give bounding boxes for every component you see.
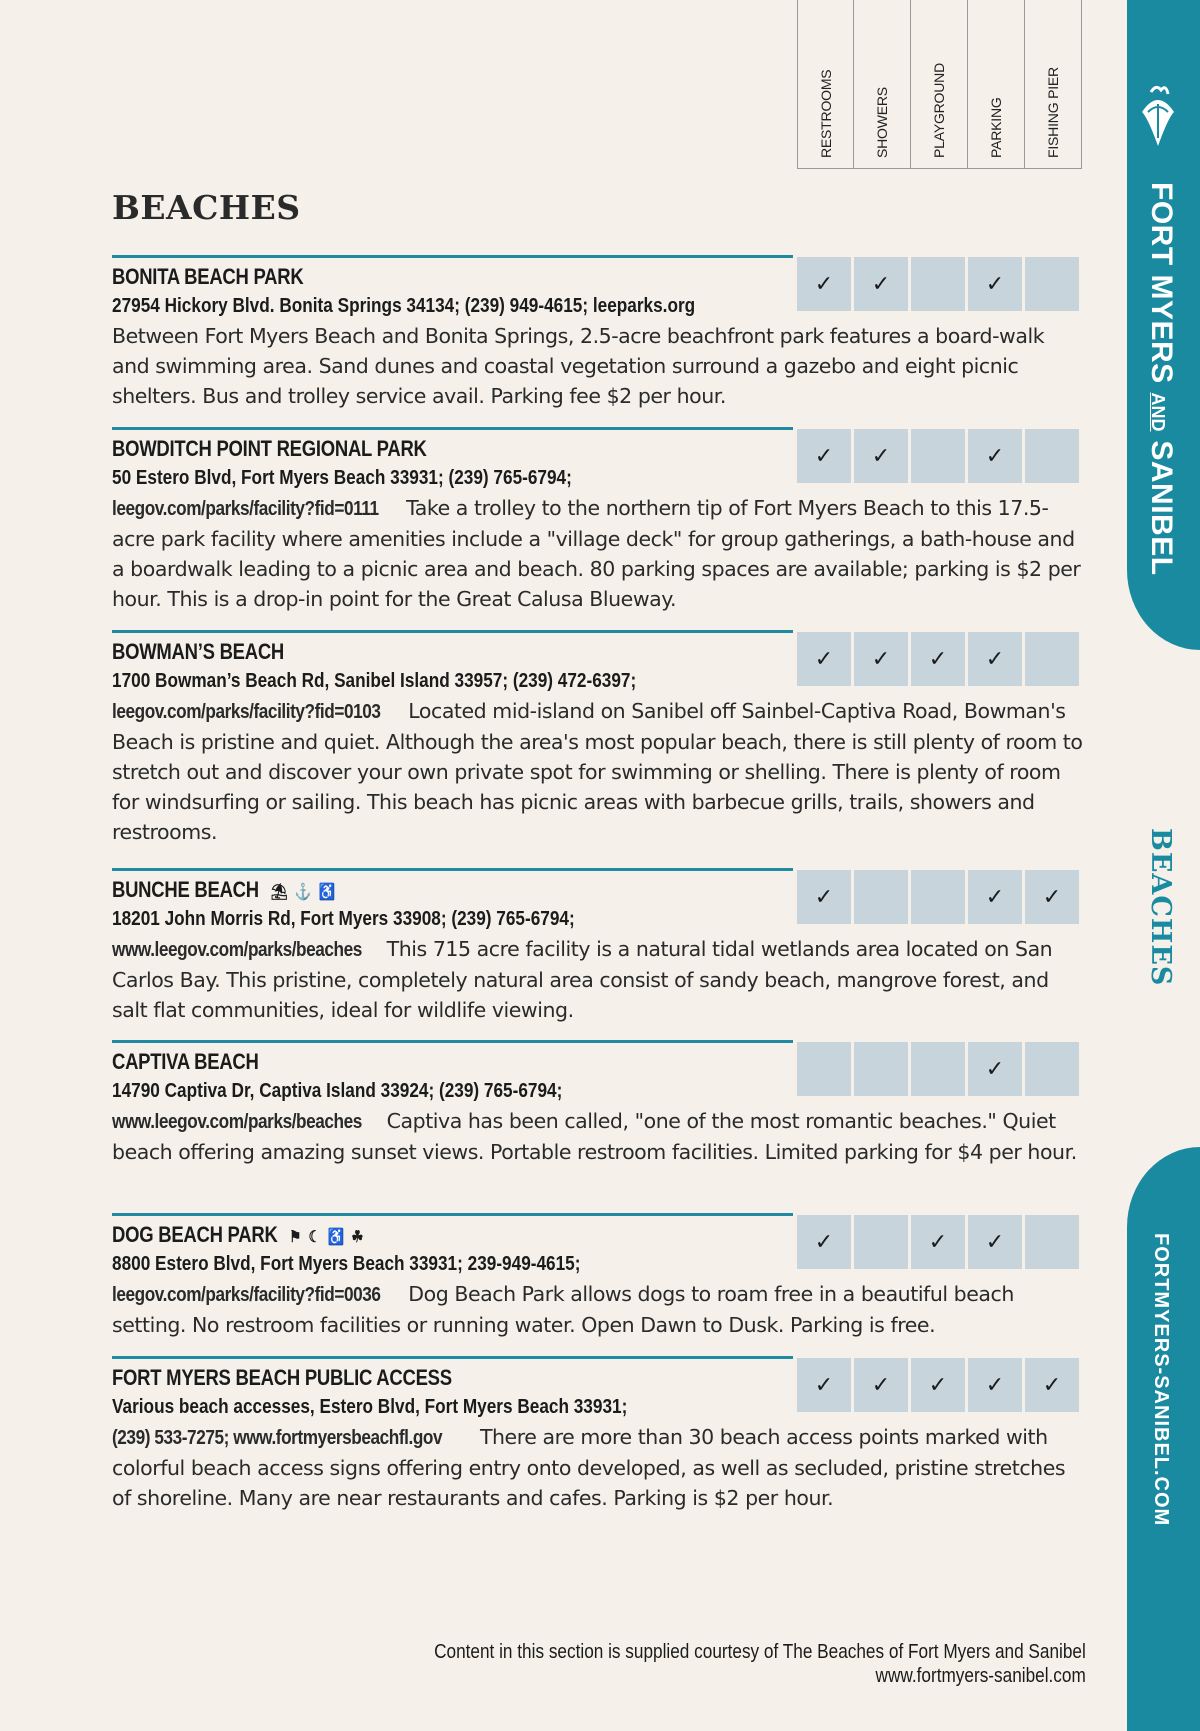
amenity-check-showers: [854, 632, 908, 686]
beach-name: [112, 1365, 452, 1391]
column-header-parking: PARKING: [968, 0, 1025, 169]
amenity-check-restrooms: [797, 1215, 851, 1269]
check-mark-icon: ✓: [1042, 1372, 1062, 1398]
beach-name-text: FORT MYERS BEACH PUBLIC ACCESS: [112, 1365, 452, 1390]
amenity-check-showers: [854, 1042, 908, 1096]
amenity-check-playground: [911, 1215, 965, 1269]
entry-divider: [112, 255, 793, 258]
amenity-checkboxes: [797, 1042, 1082, 1096]
sidebar-url: FORTMYERS-SANIBEL.COM: [1150, 1233, 1172, 1527]
beach-description: [112, 934, 1085, 1025]
amenity-check-fishing-pier: [1025, 1042, 1079, 1096]
check-mark-icon: ✓: [814, 646, 834, 672]
amenity-check-playground: [911, 257, 965, 311]
beach-name-text: BOWDITCH POINT REGIONAL PARK: [112, 436, 427, 461]
amenity-check-restrooms: [797, 257, 851, 311]
amenity-icons: ⚑ ☾ ♿ ☘: [289, 1229, 366, 1246]
column-header-fishing-pier: FISHING PIER: [1025, 0, 1082, 169]
sidebar-title: FORT MYERS AND SANIBEL: [1145, 182, 1178, 576]
beach-website-link[interactable]: (239) 533-7275; www.fortmyersbeachfl.gov: [112, 1427, 443, 1449]
beach-name-text: CAPTIVA BEACH: [112, 1049, 259, 1074]
beach-name-text: BOWMAN’S BEACH: [112, 639, 285, 664]
beach-description: [112, 1279, 1085, 1340]
amenity-check-restrooms: [797, 870, 851, 924]
beach-description: [112, 321, 1085, 411]
check-mark-icon: ✓: [871, 271, 891, 297]
amenity-check-showers: [854, 1358, 908, 1412]
check-mark-icon: ✓: [871, 443, 891, 469]
column-header-restrooms: RESTROOMS: [797, 0, 854, 169]
entry-divider: [112, 1040, 793, 1043]
check-mark-icon: ✓: [985, 646, 1005, 672]
footer-url: www.fortmyers-sanibel.com: [875, 1665, 1086, 1687]
amenity-check-parking: [968, 1358, 1022, 1412]
check-mark-icon: ✓: [985, 884, 1005, 910]
beach-description: [112, 696, 1085, 847]
beach-address: 27954 Hickory Blvd. Bonita Springs 34134; (239) 949-4615; leeparks.org: [112, 295, 696, 317]
check-mark-icon: ✓: [814, 884, 834, 910]
amenity-check-parking: [968, 870, 1022, 924]
beach-website-link[interactable]: www.leegov.com/parks/beaches: [112, 1111, 362, 1133]
beach-description-text: Take a trolley to the northern tip of Fort Myers Beach to this 17.5-acre park facility where amenities include a "village deck" for group gatherings, a bath-house and a boardwalk leading to a picnic area and beach. 80 parking spaces are available; parking is $2 per hour. This is a drop-in point for the Great Calusa Blueway.: [112, 496, 1081, 611]
check-mark-icon: ✓: [871, 646, 891, 672]
amenity-check-parking: [968, 632, 1022, 686]
beach-description-text: Captiva has been called, "one of the most romantic beaches." Quiet beach offering amazing sunset views. Portable restroom facilities. Limited parking for $4 per hour.: [112, 1109, 1077, 1164]
amenity-checkboxes: [797, 870, 1082, 924]
amenity-icons: ⛱ ⚓ ♿: [270, 884, 338, 901]
amenity-check-fishing-pier: [1025, 870, 1079, 924]
beach-description-text: Dog Beach Park allows dogs to roam free in a beautiful beach setting. No restroom facilities or running water. Open Dawn to Dusk. Parking is free.: [112, 1282, 1014, 1337]
check-mark-icon: ✓: [871, 1372, 891, 1398]
check-mark-icon: ✓: [985, 1056, 1005, 1082]
check-mark-icon: ✓: [928, 1229, 948, 1255]
amenity-check-fishing-pier: [1025, 257, 1079, 311]
beach-name-text: BONITA BEACH PARK: [112, 264, 304, 289]
amenity-checkboxes: [797, 1358, 1082, 1412]
beach-address: 1700 Bowman’s Beach Rd, Sanibel Island 33957; (239) 472-6397;: [112, 670, 637, 692]
beach-name: [112, 1049, 259, 1075]
amenity-check-playground: [911, 870, 965, 924]
amenity-checkboxes: [797, 257, 1082, 311]
check-mark-icon: ✓: [814, 443, 834, 469]
beach-name-text: BUNCHE BEACH: [112, 877, 259, 902]
footer-line-1: Content in this section is supplied courtesy of The Beaches of Fort Myers and Sanibel: [434, 1641, 1086, 1663]
check-mark-icon: ✓: [985, 271, 1005, 297]
check-mark-icon: ✓: [1042, 884, 1062, 910]
amenity-check-showers: [854, 1215, 908, 1269]
beach-description: [112, 493, 1085, 614]
amenity-check-playground: [911, 632, 965, 686]
beach-name-text: DOG BEACH PARK: [112, 1222, 278, 1247]
beach-address: Various beach accesses, Estero Blvd, Fort Myers Beach 33931;: [112, 1396, 628, 1418]
beach-description-text: Located mid-island on Sanibel off Sainbel-Captiva Road, Bowman's Beach is pristine and quiet. Although the area's most popular beach, there is still plenty of room to stretch out and discover your own private spot for swimming or shelling. There is plenty of room for windsurfing or sailing. This beach has picnic areas with barbecue grills, trails, showers and restrooms.: [112, 699, 1083, 844]
check-mark-icon: ✓: [985, 443, 1005, 469]
check-mark-icon: ✓: [814, 271, 834, 297]
amenity-check-parking: [968, 257, 1022, 311]
amenity-checkboxes: [797, 429, 1082, 483]
check-mark-icon: ✓: [985, 1229, 1005, 1255]
amenity-check-playground: [911, 1358, 965, 1412]
beach-name: [112, 264, 303, 290]
shell-logo-icon: [1134, 82, 1182, 164]
beach-address: 50 Estero Blvd, Fort Myers Beach 33931; (239) 765-6794;: [112, 467, 572, 489]
amenity-check-restrooms: [797, 1042, 851, 1096]
beach-website-link[interactable]: leegov.com/parks/facility?fid=0103: [112, 701, 381, 723]
sidebar-section-label: BEACHES: [1145, 828, 1176, 987]
beach-name: [112, 877, 337, 903]
beach-description-text: Between Fort Myers Beach and Bonita Springs, 2.5-acre beachfront park features a board-walk and swimming area. Sand dunes and coastal vegetation surround a gazebo and eight picnic shelters. Bus and trolley service avail. Parking fee $2 per hour.: [112, 324, 1045, 408]
amenity-checkboxes: [797, 632, 1082, 686]
check-mark-icon: ✓: [814, 1229, 834, 1255]
amenity-check-restrooms: [797, 429, 851, 483]
column-header-playground: PLAYGROUND: [911, 0, 968, 169]
amenity-check-showers: [854, 870, 908, 924]
amenity-check-parking: [968, 1215, 1022, 1269]
amenity-check-parking: [968, 1042, 1022, 1096]
beach-website-link[interactable]: leegov.com/parks/facility?fid=0036: [112, 1284, 381, 1306]
entry-divider: [112, 427, 793, 430]
entry-divider: [112, 1213, 793, 1216]
beach-description-text: This 715 acre facility is a natural tidal wetlands area located on San Carlos Bay. This pristine, completely natural area consist of sandy beach, mangrove forest, and salt flat communities, ideal for wildlife viewing.: [112, 937, 1053, 1022]
beach-website-link[interactable]: leegov.com/parks/facility?fid=0111: [112, 498, 379, 520]
check-mark-icon: ✓: [985, 1372, 1005, 1398]
beach-name: [112, 639, 284, 665]
beach-address: 14790 Captiva Dr, Captiva Island 33924; (239) 765-6794;: [112, 1080, 563, 1102]
amenity-check-playground: [911, 1042, 965, 1096]
beach-description-text: There are more than 30 beach access points marked with colorful beach access signs offering entry onto developed, as well as secluded, pristine stretches of shoreline. Many are near restaurants and cafes. Parking is $2 per hour.: [112, 1425, 1066, 1510]
amenity-check-playground: [911, 429, 965, 483]
entry-divider: [112, 630, 793, 633]
amenity-check-showers: [854, 257, 908, 311]
amenity-column-headers: [797, 0, 1087, 169]
amenity-check-showers: [854, 429, 908, 483]
column-header-showers: SHOWERS: [854, 0, 911, 169]
beach-address: 8800 Estero Blvd, Fort Myers Beach 33931; 239-949-4615;: [112, 1253, 581, 1275]
beach-name: [112, 436, 427, 462]
entry-divider: [112, 1356, 793, 1359]
section-title: BEACHES: [112, 188, 301, 227]
amenity-check-fishing-pier: [1025, 429, 1079, 483]
footer-credit: [328, 1640, 1086, 1688]
entry-divider: [112, 868, 793, 871]
amenity-check-fishing-pier: [1025, 1358, 1079, 1412]
amenity-check-parking: [968, 429, 1022, 483]
check-mark-icon: ✓: [928, 646, 948, 672]
amenity-check-fishing-pier: [1025, 632, 1079, 686]
amenity-checkboxes: [797, 1215, 1082, 1269]
beach-website-link[interactable]: www.leegov.com/parks/beaches: [112, 939, 362, 961]
amenity-check-restrooms: [797, 632, 851, 686]
check-mark-icon: ✓: [814, 1372, 834, 1398]
check-mark-icon: ✓: [928, 1372, 948, 1398]
beach-description: [112, 1422, 1085, 1513]
beach-description: [112, 1106, 1085, 1167]
amenity-check-fishing-pier: [1025, 1215, 1079, 1269]
beach-address: 18201 John Morris Rd, Fort Myers 33908; (239) 765-6794;: [112, 908, 575, 930]
beach-name: [112, 1222, 365, 1248]
amenity-check-restrooms: [797, 1358, 851, 1412]
